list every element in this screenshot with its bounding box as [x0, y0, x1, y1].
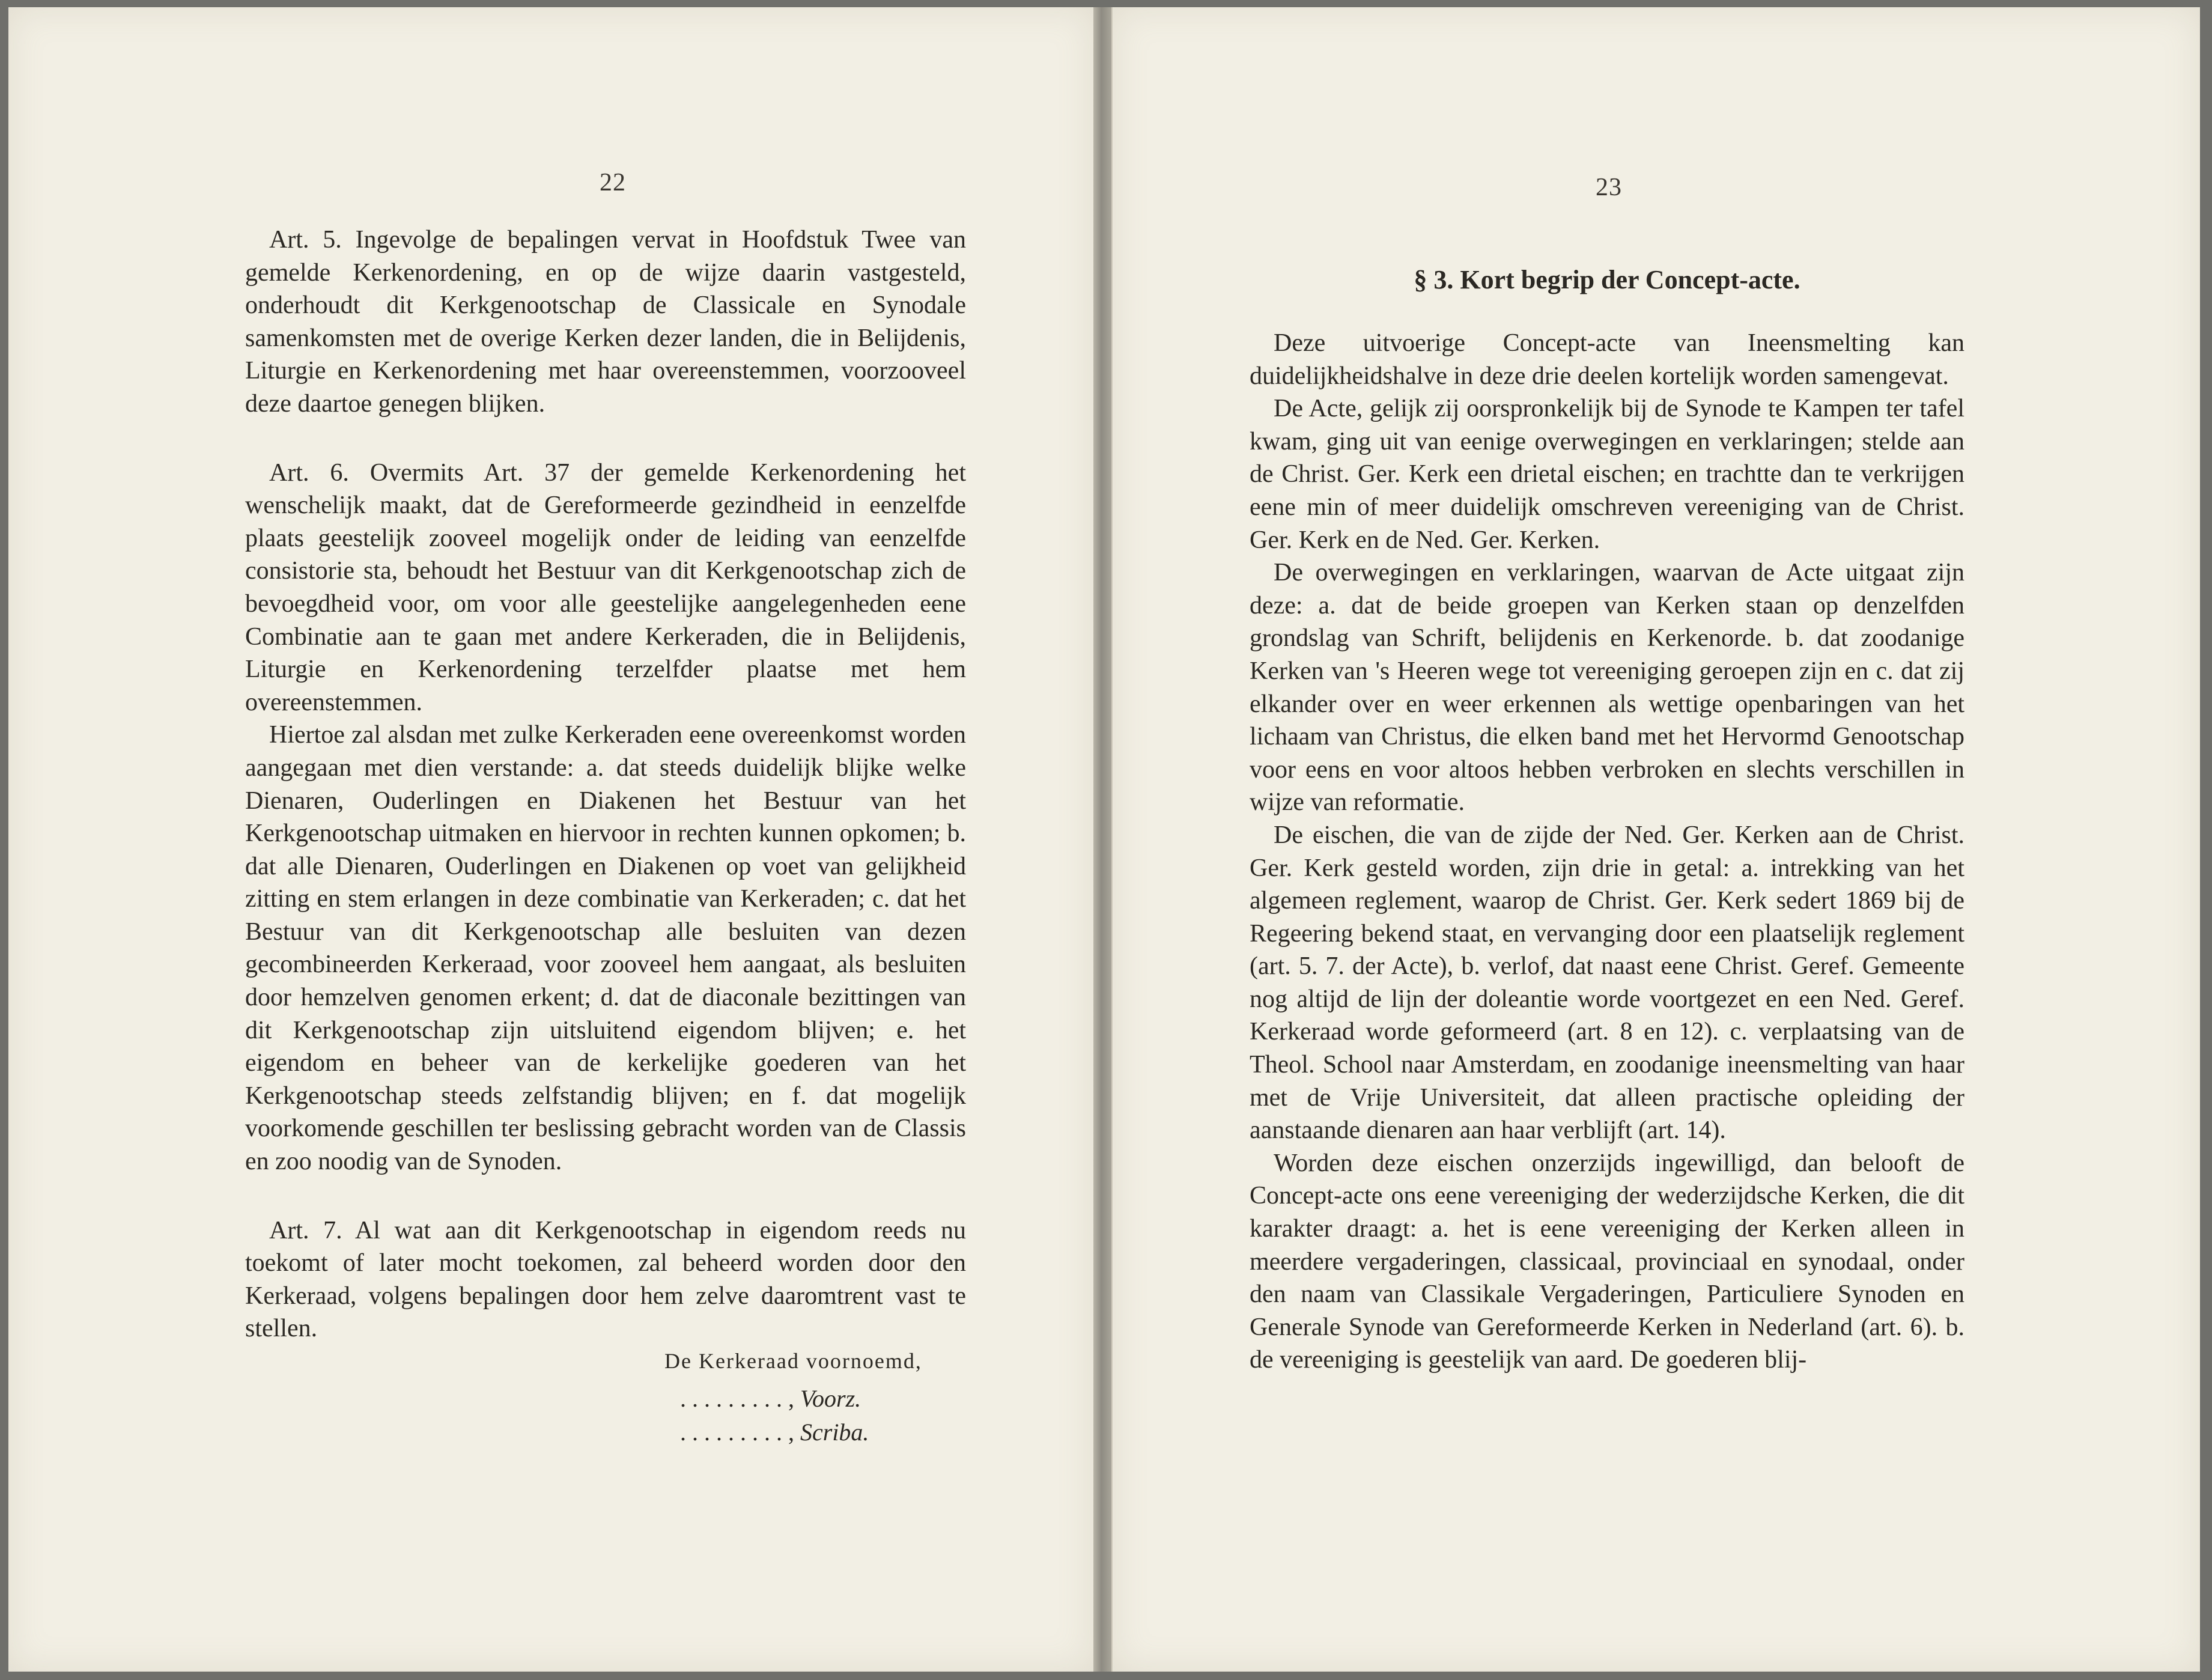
summary-intro: Deze uitvoerige Concept-acte van Ineensmelting kan duidelijkheidshalve in deze drie deelen kortelijk worden samengevat. [1250, 329, 1964, 390]
right-page-body [1250, 327, 1964, 1377]
summary-vereeniging: Worden deze eischen onzerzijds ingewilligd, dan belooft de Concept-acte ons eene vereeniging der wederzijdsche Kerken, die dit karakter draagt: a. het is eene vereeniging der Kerken alleen in meerdere vergaderingen, classicaal, provinciaal en synodaal, onder den naam van Classikale Vergaderingen, Particuliere Synoden en Generale Synode van Gereformeerde Kerken in Nederland (art. 6). b. de vereeniging is geestelijk van aard. De goederen blij- [1250, 1149, 1964, 1374]
summary-overwegingen: De overwegingen en verklaringen, waarvan de Acte uitgaat zijn deze: a. dat de beide groepen van Kerken staan op denzelfden grondslag van Schrift, belijdenis en Kerkenorde. b. dat zoodanige Kerken van 's Heeren wege tot vereeniging geroepen zijn en c. dat zij elkander over en weer erkennen als wettige openbaringen van het lichaam van Christus, die elken band met het Hervormd Genootschap voor eens en voor altoos hebben verbroken en slechts verschillen in wijze van reformatie. [1250, 559, 1964, 817]
article-6: Art. 6. Overmits Art. 37 der gemelde Kerkenordening het wenschelijk maakt, dat de Gereformeerde gezindheid in eenzelfde plaats geestelijk zooveel mogelijk onder de leiding van eenzelfde consistorie sta, behoudt het Bestuur van dit Kerkgenootschap zich de bevoegdheid voor, om voor alle geestelijke aangelegenheden eene Combinatie aan te gaan met andere Kerkeraden, die in Belijdenis, Liturgie en Kerkenordening terzelfder plaatse met hem overeenstemmen. [245, 458, 966, 716]
article-7: Art. 7. Al wat aan dit Kerkgenootschap in eigendom reeds nu toekomt of later mocht toekomen, zal beheerd worden door den Kerkeraad, volgens bepalingen door hem zelve daaromtrent vast te stellen. [245, 1216, 966, 1343]
article-6-continued: Hiertoe zal alsdan met zulke Kerkeraden eene overeenkomst worden aangegaan met dien verstande: a. dat steeds duidelijk blijke welke Dienaren, Ouderlingen en Diakenen het Bestuur van het Kerkgenootschap uitmaken en hiervoor in rechten kunnen opkomen; b. dat alle Dienaren, Ouderlingen en Diakenen op voet van gelijkheid zitting en stem erlangen in deze combinatie van Kerkeraden; c. dat het Bestuur van dit Kerkgenootschap alle besluiten van dezen gecombineerden Kerkeraad, voor zooveel hem aangaat, als besluiten door hemzelven genomen erkent; d. dat de diaconale bezittingen van dit Kerkgenootschap zijn uitsluitend eigendom blijven; e. het eigendom en beheer van de kerkelijke goederen van het Kerkgenootschap steeds zelfstandig blijven; en f. dat mogelijk voorkomende geschillen ter beslissing gebracht worden van de Classis en zoo noodig van de Synoden. [245, 721, 966, 1176]
signature-line-voorzitter [680, 1384, 861, 1413]
left-page [8, 7, 1095, 1672]
summary-eischen: De eischen, die van de zijde der Ned. Ger. Kerken aan de Christ. Ger. Kerk gesteld worden, zijn drie in getal: a. intrekking van het algemeen reglement, waarop de Christ. Ger. Kerk sedert 1869 bij de Regeering bekend staat, en vervanging door een plaatselijk reglement (art. 5. 7. der Acte), b. verlof, dat naast eene Christ. Geref. Gemeente nog altijd de lijn der doleantie worde voortgezet en een Ned. Geref. Kerkeraad worde geformeerd (art. 8 en 12). c. verplaatsing van de Theol. School naar Amsterdam, en zoodanige ineensmelting van haar met de Vrije Universiteit, dat alleen practische opleiding der aanstaande dienaren aan haar verblijft (art. 14). [1250, 821, 1964, 1145]
signature-role-voorz: Voorz. [800, 1385, 861, 1412]
section-heading: § 3. Kort begrip der Concept-acte. [1414, 265, 1800, 294]
book-gutter [1093, 7, 1111, 1672]
summary-acte: De Acte, gelijk zij oorspronkelijk bij de Synode te Kampen ter tafel kwam, ging uit van eenige overwegingen en verklaringen; stelde aan de Christ. Ger. Kerk een drietal eischen; en trachtte dan te verkrijgen eene min of meer duidelijk omschreven vereeniging van de Christ. Ger. Kerk en de Ned. Ger. Kerken. [1250, 395, 1964, 554]
signature-dots-1: . . . . . . . . . , [680, 1385, 794, 1412]
signature-title: De Kerkeraad voornoemd, [664, 1349, 922, 1373]
book-spread [8, 7, 2199, 1672]
page-number-right: 23 [1596, 174, 1622, 201]
left-page-body [245, 224, 966, 1345]
signature-dots-2: . . . . . . . . . , [680, 1419, 794, 1446]
signature-line-scriba [680, 1418, 869, 1446]
article-5: Art. 5. Ingevolge de bepalingen vervat in Hoofdstuk Twee van gemelde Kerkenordening, en op de wijze daarin vastgesteld, onderhoudt dit Kerkgenootschap de Classicale en Synodale samenkomsten met de overige Kerken dezer landen, die in Belijdenis, Liturgie en Kerkenordening met haar overeenstemmen, voorzooveel deze daartoe genegen blijken. [245, 226, 966, 418]
signature-role-scriba: Scriba. [800, 1419, 869, 1446]
page-number-left: 22 [600, 169, 626, 196]
